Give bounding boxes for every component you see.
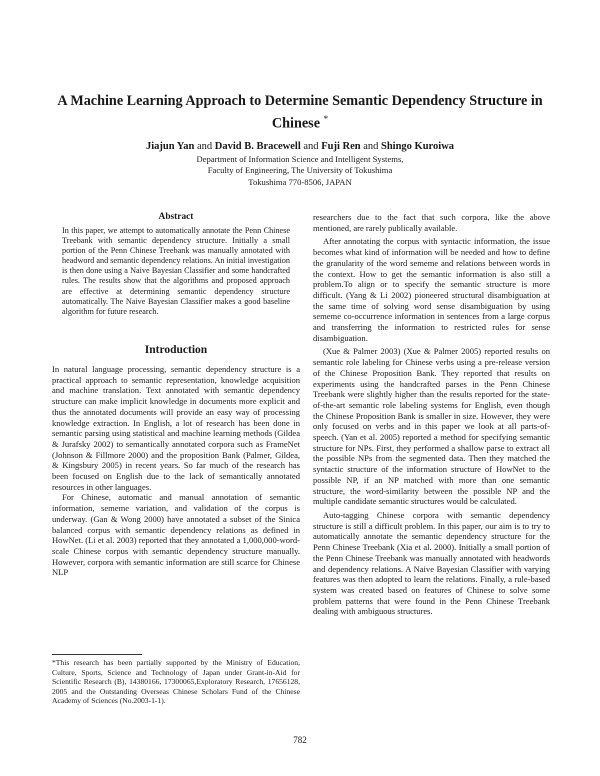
right-paragraph-3: Auto-tagging Chinese corpora with semantic dependency structure is still a difficult problem. In this paper, our aim is to try to automatically annotate the semantic dependency structure for the Penn Chinese Treebank (Xia et al. 2000). Initially a small portion of the Penn Chinese Treebank was manually annotated with headwords and dependency relations. A Naive Bayesian Classifier with varying features was then adopted to learn the relations. Finally, a rule-based system was created based on features of Chinese to solve some problem patterns that were found in the Penn Chinese Treebank dealing with ambiguous structures.: [313, 509, 550, 617]
intro-paragraph-2: For Chinese, automatic and manual annotation of semantic information, sememe variation, and validation of the corpus is underway. (Gan & Wong 2000) have annotated a subset of the Sinica balanced corpus with semantic dependency relations as defined in HowNet. (Li et al. 2003) reported that they annotated a 1,000,000-word-scale Chinese corpus with semantic dependency structure manually. However, corpora with semantic information are still scarce for Chinese NLP: [52, 492, 300, 578]
right-column-body: [313, 212, 550, 617]
intro-paragraph-1: In natural language processing, semantic dependency structure is a practical approach to semantic representation, knowledge acquisition and machine translation. Text annotated with semantic dependency structure can make implicit knowledge in documents more explicit and thus the annotated documents will provide an easy way of processing knowledge extraction. In English, a lot of research has been done in semantic parsing using statistical and machine learning methods (Gildea & Jurafsky 2002) to semantically annotated corpora such as FrameNet (Johnson & Fillmore 2000) and the proposition Bank (Palmer, Gildea, & Kingsbury 2005) in recent years. So far much of the research has been focused on English due to the lack of semantically annotated resources in other languages.: [52, 364, 300, 492]
left-column-body: [52, 364, 300, 578]
author-list: Jiajun Yan and David B. Bracewell and Fuji Ren and Shingo Kuroiwa: [145, 141, 455, 152]
right-paragraph-1: After annotating the corpus with syntactic information, the issue becomes what kind of information will be needed and how to define the granularity of the word sememe and relations between words in the context. How to get the semantic information is also still a problem.To align or to specify the semantic structure is more difficult. (Yang & Li 2002) pioneered structural disambiguation at the same time of solving word sense disambiguation by using sememe co-occurrence information in sentences from a large corpus and transferring the information to restricted rules for sense disambiguation.: [313, 236, 550, 343]
abstract-heading: Abstract: [158, 212, 194, 222]
title-footnote-mark: *: [323, 114, 329, 124]
right-paragraph-2: (Xue & Palmer 2003) (Xue & Palmer 2005) reported results on semantic role labeling for Chinese verbs using a pre-release version of the Chinese Proposition Bank. They reported that results on experiments using the handcrafted parses in the Penn Chinese Treebank were slightly higher than the results reported for the state-of-the-art semantic role labeling systems for English, even though the Chinese Proposition Bank is smaller in size. However, they were only focused on verbs and in this paper we look at all parts-of-speech. (Yan et al. 2005) reported a method for specifying semantic structure for NPs. First, they performed a shallow parse to extract all the possible NPs from the segmented data. Then they matched the syntactic structure of the information structure of HowNet to the possible NP, if an NP matched with more than one semantic structure, the word-similarity between the possible NP and the multiple candidate semantic structures would be calculated.: [313, 346, 550, 507]
right-paragraph-0: researchers due to the fact that such corpora, like the above mentioned, are rarely publically available.: [313, 212, 550, 233]
paper-title: A Machine Learning Approach to Determine Semantic Dependency Structure in Chinese *: [57, 93, 543, 132]
footnote: *This research has been partially supported by the Ministry of Education, Culture, Sports, Science and Technology of Japan under Grant-in-Aid for Scientific Research (B), 14380166, 17300065,Exploratory Research, 17656128, 2005 and the Outstanding Overseas Chinese Scholars Fund of the Chinese Academy of Sciences (No.2003-1-1).: [52, 658, 300, 705]
introduction-heading: Introduction: [144, 344, 208, 356]
author-4: Shingo Kuroiwa: [380, 141, 455, 152]
author-1: Jiajun Yan: [145, 141, 195, 152]
footnote-divider: [52, 654, 142, 655]
author-3: Fuji Ren: [321, 141, 361, 152]
abstract-body: In this paper, we attempt to automatically annotate the Penn Chinese Treebank with semantic dependency structure. Initially a small portion of the Penn Chinese Treebank was manually annotated with headword and semantic dependency relations. An initial investigation is then done using a Naive Bayesian Classifier and some handcrafted rules. The results show that the algorithms and proposed approach are effective at determining semantic dependency structure automatically. The Naive Bayesian Classifier makes a good baseline algorithm for future research.: [62, 226, 290, 316]
affiliation: Department of Information Science and Intelligent Systems, Faculty of Engineering, The University of Tokushima Tokushima 770-8506, JAPAN: [196, 154, 404, 187]
author-2: David B. Bracewell: [214, 141, 301, 152]
page-number: 782: [293, 735, 307, 745]
